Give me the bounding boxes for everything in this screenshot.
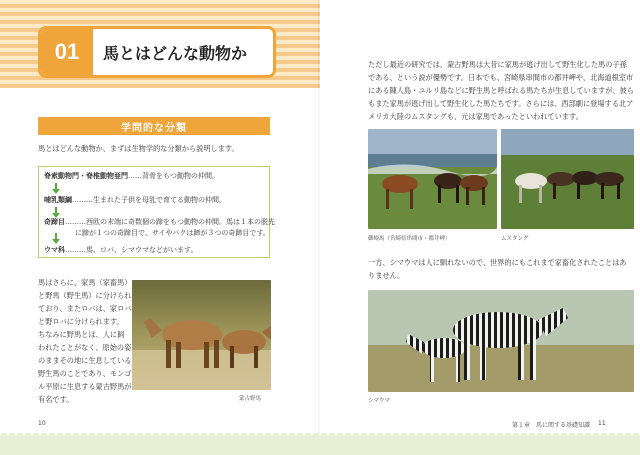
page-number: 10 <box>38 420 46 427</box>
section-heading: 学問的な分類 <box>38 117 270 135</box>
chapter-heading <box>38 26 276 78</box>
para-line: である、という説が優勢です。日本でも、宮崎県串間市の都井岬や、北海道根室市 <box>368 73 634 82</box>
mongolian-horse-photo <box>132 280 271 390</box>
tree-row: ウマ科………馬、ロバ、シマウマなどがいます。 <box>44 246 198 254</box>
photo-caption: 蒙古野馬 <box>239 396 262 402</box>
para-line: われたことがなく、原始の姿 <box>38 343 132 352</box>
para-line: 馬はさらに、家馬（家畜馬） <box>38 278 132 287</box>
para-line: もまた家馬が逃げ出して野生化した馬たちです。さらには、西部劇に登場する北ア <box>368 99 634 108</box>
chapter-number: 01 <box>41 29 93 75</box>
para-line: ており、またロバは、家ロバ <box>38 304 132 313</box>
tree-row: に蹄が１つの奇蹄目で、サイやバクは蹄が３つの奇蹄目です。 <box>75 229 270 237</box>
para-line: メリカ大陸のムスタングも、元は家馬であったといわれています。 <box>368 112 583 121</box>
para-line: ちなみに野馬とは、人に飼 <box>38 330 125 339</box>
para-line: と野馬（野生馬）に分けられ <box>38 291 132 300</box>
photo-caption: 御崎馬（宮崎県串間市・都井岬） <box>368 236 451 242</box>
mustang-photo <box>501 129 634 229</box>
para-line: と野ロバに分けられます。 <box>38 317 124 326</box>
running-footer: 第１章 馬に関する基礎知識 <box>512 422 591 429</box>
para-line: 有名です。 <box>38 395 74 404</box>
tree-row: 奇蹄目………西欧の末端に奇数個の蹄をもつ動物の仲間。馬は１本の脱先 <box>44 218 275 226</box>
tree-row: 脊索動物門・脊椎動物亜門……背骨をもつ動物の仲間。 <box>44 172 219 180</box>
zebra-photo <box>368 290 634 392</box>
chapter-title: 馬とはどんな動物か <box>103 43 248 63</box>
down-arrow-icon <box>52 183 60 195</box>
photo-caption: シマウマ <box>368 398 391 404</box>
para-line: ル平原に生息する蒙古野馬が <box>38 382 132 391</box>
para-line: 一方、シマウマは人に馴れないので、世界的にもこれまで家畜化されたことはあ <box>368 258 627 267</box>
intro-text: 馬とはどんな動物か、まずは生物学的な分類から説明します。 <box>38 144 239 153</box>
classification-tree <box>38 166 275 258</box>
book-gutter <box>318 0 322 455</box>
para-line: 野生馬のことであり、モンゴ <box>38 369 132 378</box>
page-number: 11 <box>598 420 606 427</box>
misaki-horse-photo <box>368 129 497 229</box>
photo-caption: ムスタング <box>501 236 529 242</box>
bottom-decoration <box>0 437 640 455</box>
para-line: のままその地に生息している <box>38 356 132 365</box>
right-page <box>320 0 640 455</box>
para-line: にある陳人島・ユルリ島などに野生馬と呼ばれる馬たちが生息していますが、彼ら <box>368 86 634 95</box>
para-line: りません。 <box>368 271 405 280</box>
down-arrow-icon <box>52 233 60 245</box>
tree-row: 哺乳類綱………生まれた子供を母乳で育てる動物の仲間。 <box>44 196 226 204</box>
para-line: ただし最近の研究では、蒙古野馬は大昔に家馬が逃げ出して野生化した馬の子孫 <box>368 60 627 69</box>
